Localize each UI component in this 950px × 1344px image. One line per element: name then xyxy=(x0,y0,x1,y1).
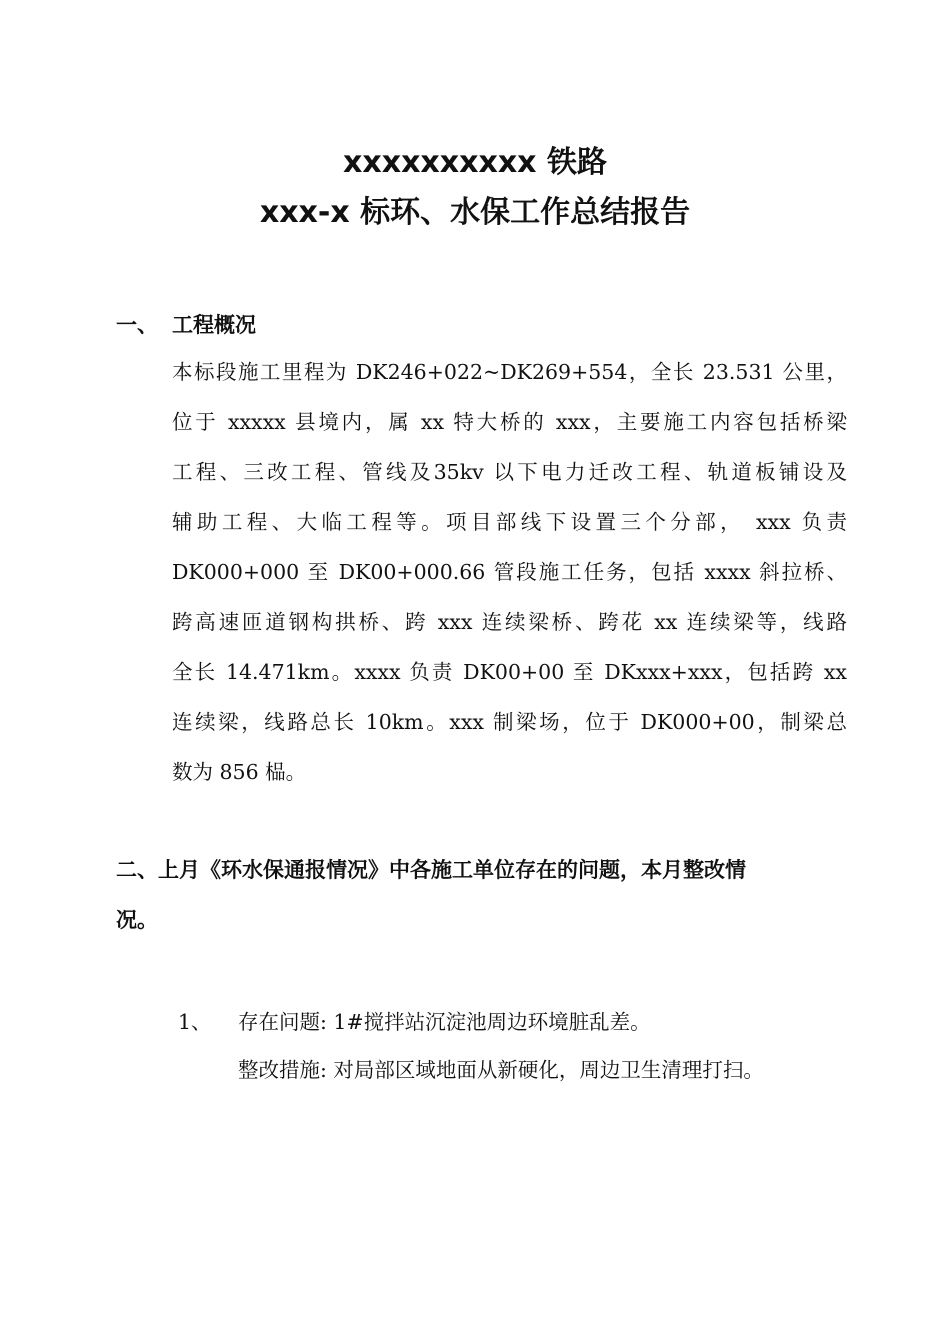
title-line-1: xxxxxxxxxx 铁路 xyxy=(343,145,607,180)
paragraph-line: 位于 xxxxx 县境内，属 xx 特大桥的 xxx，主要施工内容包括桥梁 xyxy=(172,410,847,434)
section-1-number: 一、 xyxy=(116,313,158,337)
section-2-heading: 二、上月《环水保通报情况》中各施工单位存在的问题，本月整改情 xyxy=(116,858,746,882)
paragraph-line: 工程、三改工程、管线及35kv 以下电力迁改工程、轨道板铺设及 xyxy=(172,460,847,484)
list-item-measure: 整改措施: 对局部区域地面从新硬化，周边卫生清理打扫。 xyxy=(238,1058,764,1082)
paragraph-line: 数为 856 榀。 xyxy=(172,760,307,784)
paragraph-line: 本标段施工里程为 DK246+022~DK269+554，全长 23.531 公里， xyxy=(172,360,847,384)
paragraph-line: 全长 14.471km。xxxx 负责 DK00+00 至 DKxxx+xxx，包括跨 xx xyxy=(172,660,847,684)
section-1-heading: 工程概况 xyxy=(172,313,256,337)
paragraph-line: 跨高速匝道钢构拱桥、跨 xxx 连续梁桥、跨花 xx 连续梁等，线路 xyxy=(172,610,847,634)
title-line-2: xxx-x 标环、水保工作总结报告 xyxy=(259,195,691,230)
list-item-number: 1、 xyxy=(178,1010,212,1034)
paragraph-line: 连续梁，线路总长 10km。xxx 制梁场，位于 DK000+00，制梁总 xyxy=(172,710,847,734)
section-2-heading-continued: 况。 xyxy=(116,908,158,932)
paragraph-line: DK000+000 至 DK00+000.66 管段施工任务，包括 xxxx 斜拉桥、 xyxy=(172,560,847,584)
paragraph-line: 辅助工程、大临工程等。项目部线下设置三个分部， xxx 负责 xyxy=(172,510,847,534)
list-item-problem: 存在问题: 1#搅拌站沉淀池周边环境脏乱差。 xyxy=(238,1010,651,1034)
